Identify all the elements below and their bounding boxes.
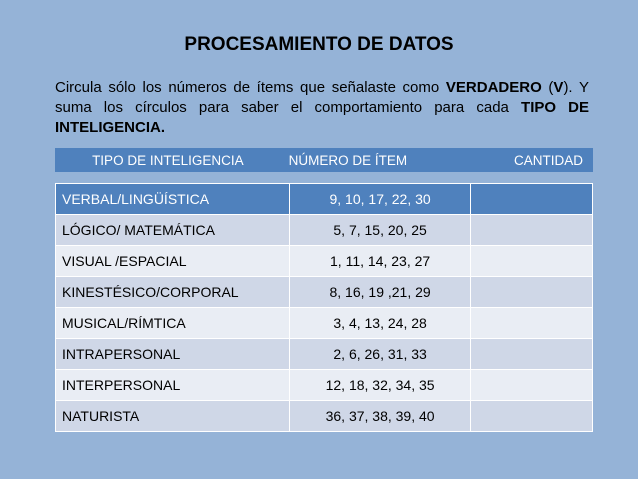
- cell-cantidad: [471, 370, 593, 401]
- cell-cantidad: [471, 184, 593, 215]
- cell-items: 5, 7, 15, 20, 25: [289, 215, 471, 246]
- table-header: [55, 148, 593, 172]
- cell-tipo: VISUAL /ESPACIAL: [56, 246, 290, 277]
- cell-items: 2, 6, 26, 31, 33: [289, 339, 471, 370]
- table-row: [56, 246, 593, 277]
- cell-tipo: KINESTÉSICO/CORPORAL: [56, 277, 290, 308]
- cell-items: 3, 4, 13, 24, 28: [289, 308, 471, 339]
- instructions-text: [55, 78, 589, 138]
- table-row: [56, 370, 593, 401]
- cell-tipo: NATURISTA: [56, 401, 290, 432]
- cell-items: 9, 10, 17, 22, 30: [289, 184, 471, 215]
- cell-items: 12, 18, 32, 34, 35: [289, 370, 471, 401]
- intro-bold-tipo: TIPO DE INTELIGENCIA.: [55, 99, 590, 136]
- header-cantidad: CANTIDAD: [513, 152, 583, 168]
- cell-tipo: INTRAPERSONAL: [56, 339, 290, 370]
- table-row: [56, 308, 593, 339]
- cell-cantidad: [471, 308, 593, 339]
- intelligence-table: [55, 183, 593, 432]
- cell-items: 36, 37, 38, 39, 40: [289, 401, 471, 432]
- table-row: [56, 401, 593, 432]
- table-row: [56, 215, 593, 246]
- cell-tipo: LÓGICO/ MATEMÁTICA: [56, 215, 290, 246]
- cell-cantidad: [471, 246, 593, 277]
- intro-bold-verdadero: VERDADERO: [445, 79, 542, 96]
- cell-cantidad: [471, 215, 593, 246]
- table-row: [56, 339, 593, 370]
- header-numero: NÚMERO DE ÍTEM: [288, 152, 408, 168]
- table-row: [56, 277, 593, 308]
- intro-part-2: (: [541, 79, 554, 96]
- intro-part-1: Circula sólo los números de ítems que señalaste como: [55, 79, 446, 96]
- cell-cantidad: [471, 401, 593, 432]
- cell-cantidad: [471, 339, 593, 370]
- cell-items: 8, 16, 19 ,21, 29: [289, 277, 471, 308]
- page-title: PROCESAMIENTO DE DATOS: [184, 34, 454, 55]
- header-tipo: TIPO DE INTELIGENCIA: [92, 152, 244, 168]
- cell-tipo: MUSICAL/RÍMTICA: [56, 308, 290, 339]
- intro-part-3: ). Y suma los círculos para saber el comportamiento para cada: [55, 79, 589, 116]
- cell-items: 1, 11, 14, 23, 27: [289, 246, 471, 277]
- cell-cantidad: [471, 277, 593, 308]
- cell-tipo: VERBAL/LINGÜÍSTICA: [56, 184, 290, 215]
- intro-bold-v: V: [553, 79, 564, 96]
- cell-tipo: INTERPERSONAL: [56, 370, 290, 401]
- table-row: [56, 184, 593, 215]
